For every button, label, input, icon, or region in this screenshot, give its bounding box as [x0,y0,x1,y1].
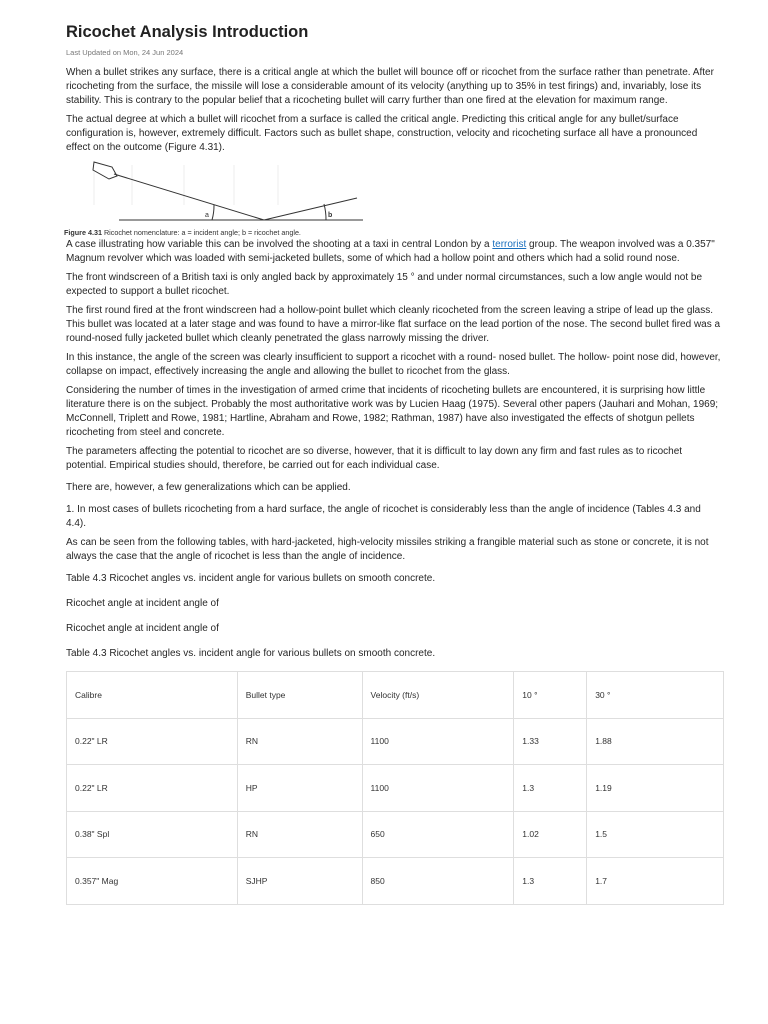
paragraph-screen-angle-insufficient: In this instance, the angle of the screen was clearly insufficient to support a ricochet with a round- nosed bullet. The hollow- point nose did, however, collapse on impact, effectively increasing the angle and allowing the bullet to ricochet from the glass. [66,352,721,377]
cell-velocity: 1100 [362,718,514,765]
header-velocity: Velocity (ft/s) [362,672,514,719]
cell-30-degrees: 1.7 [587,858,724,905]
cell-calibre: 0.38" Spl [67,811,238,858]
terrorist-link[interactable]: terrorist [492,239,527,250]
figure-caption-text: Ricochet nomenclature: a = incident angle; b = ricochet angle. [103,228,301,237]
paragraph-taxi-case [66,238,722,266]
cell-velocity: 1100 [362,765,514,812]
ricochet-angle-heading-2: Ricochet angle at incident angle of [66,623,219,634]
cell-10-degrees: 1.3 [514,765,587,812]
header-30-degrees: 30 ° [587,672,724,719]
cell-bullet-type: SJHP [237,858,362,905]
paragraph-generalizations: There are, however, a few generalizations which can be applied. [66,482,351,493]
paragraph-critical-angle-definition: The actual degree at which a bullet will ricochet from a surface is called the critical angle. Predicting this critical angle for any bullet/surface configuration is, however, extremely difficult. Factors such as bullet shape, construction, velocity and ricocheting surface all have a pronounced effect on the outcome (Figure 4.31). [66,114,698,153]
paragraph-literature: Considering the number of times in the investigation of armed crime that incidents of ricocheting bullets are encountered, it is surprising how little literature there is on the subject. Probably the most authoritative work was by Lucien Haag (1975). Several other papers (Jauhari and Mohan, 1969; McConnell, Triplett and Rowe, 1981; Hartline, Abraham and Rowe, 1982; Rathman, 1987) have also investigated the effects of shotgun pellets ricocheting from steel and concrete. [66,385,719,438]
cell-calibre: 0.357" Mag [67,858,238,905]
table-row [67,718,724,765]
ricochet-angle-label: b [328,212,333,219]
incident-angle-label: a [205,212,209,219]
cell-30-degrees: 1.88 [587,718,724,765]
ricochet-diagram [64,157,374,229]
cell-bullet-type: RN [237,718,362,765]
header-calibre: Calibre [67,672,238,719]
page-title: Ricochet Analysis Introduction [66,23,309,41]
taxi-case-text-end: group. The weapon involved was a 0.357" Magnum revolver which was loaded with semi-jacketed bullets, some of which had a hollow point and others which had a solid round nose. [66,239,715,264]
cell-calibre: 0.22" LR [67,718,238,765]
paragraph-rule-one: 1. In most cases of bullets ricocheting from a hard surface, the angle of ricochet is considerably less than the angle of incidence (Tables 4.3 and 4.4). [66,504,701,529]
cell-calibre: 0.22" LR [67,765,238,812]
cell-10-degrees: 1.33 [514,718,587,765]
table-row [67,811,724,858]
incident-angle-arc [212,205,214,220]
table-row [67,858,724,905]
incident-path-line [114,174,264,220]
paragraph-critical-angle-intro: When a bullet strikes any surface, there is a critical angle at which the bullet will bounce off or ricochet from the surface rather than penetrate. After ricocheting from the surface, the missile will lose a considerable amount of its velocity (anything up to 35% in test firings) and, invariably, lose its stability. This is contrary to the popular belief that a ricocheting bullet will carry further than one fired at the elevation for maximum range. [66,67,714,106]
table-row [67,765,724,812]
table-caption-bottom: Table 4.3 Ricochet angles vs. incident angle for various bullets on smooth concrete. [66,648,436,659]
cell-velocity: 650 [362,811,514,858]
cell-bullet-type: HP [237,765,362,812]
cell-10-degrees: 1.02 [514,811,587,858]
table-header-row [67,672,724,719]
paragraph-hard-jacketed: As can be seen from the following tables, with hard-jacketed, high-velocity missiles striking a frangible material such as stone or concrete, it is not always the case that the angle of ricochet is less than the angle of incidence. [66,537,709,562]
cell-10-degrees: 1.3 [514,858,587,905]
figure-caption [64,228,301,237]
cell-bullet-type: RN [237,811,362,858]
figure-caption-label: Figure 4.31 [64,228,102,237]
paragraph-parameters: The parameters affecting the potential to ricochet are so diverse, however, that it is difficult to lay down any firm and fast rules as to ricochet potential. Empirical studies should, therefore, be carried out for each individual case. [66,446,683,471]
cell-velocity: 850 [362,858,514,905]
header-bullet-type: Bullet type [237,672,362,719]
paragraph-first-round: The first round fired at the front windscreen had a hollow-point bullet which cleanly ricocheted from the screen leaving a stripe of lead up the glass. This bullet was located at a later stage and was found to have a mirror-like flat surface on the lead portion of the nose. The second bullet fired was a round-nosed fully jacketed bullet which cleanly penetrated the glass narrowly missing the driver. [66,305,721,344]
ricochet-angle-arc [324,204,326,220]
table-caption-top: Table 4.3 Ricochet angles vs. incident angle for various bullets on smooth concrete. [66,573,436,584]
paragraph-windscreen-angle: The front windscreen of a British taxi is only angled back by approximately 15 ° and under normal circumstances, such a low angle would not be expected to support a bullet ricochet. [66,272,703,297]
cell-30-degrees: 1.5 [587,811,724,858]
ricochet-angle-heading-1: Ricochet angle at incident angle of [66,598,219,609]
ricochet-nomenclature-figure [64,157,374,237]
header-10-degrees: 10 ° [514,672,587,719]
bullet-shape [93,162,117,179]
taxi-case-text-start: A case illustrating how variable this can be involved the shooting at a taxi in central London by a [66,239,493,250]
last-updated-date: Last Updated on Mon, 24 Jun 2024 [66,48,184,57]
cell-30-degrees: 1.19 [587,765,724,812]
ricochet-angles-table [66,671,724,905]
